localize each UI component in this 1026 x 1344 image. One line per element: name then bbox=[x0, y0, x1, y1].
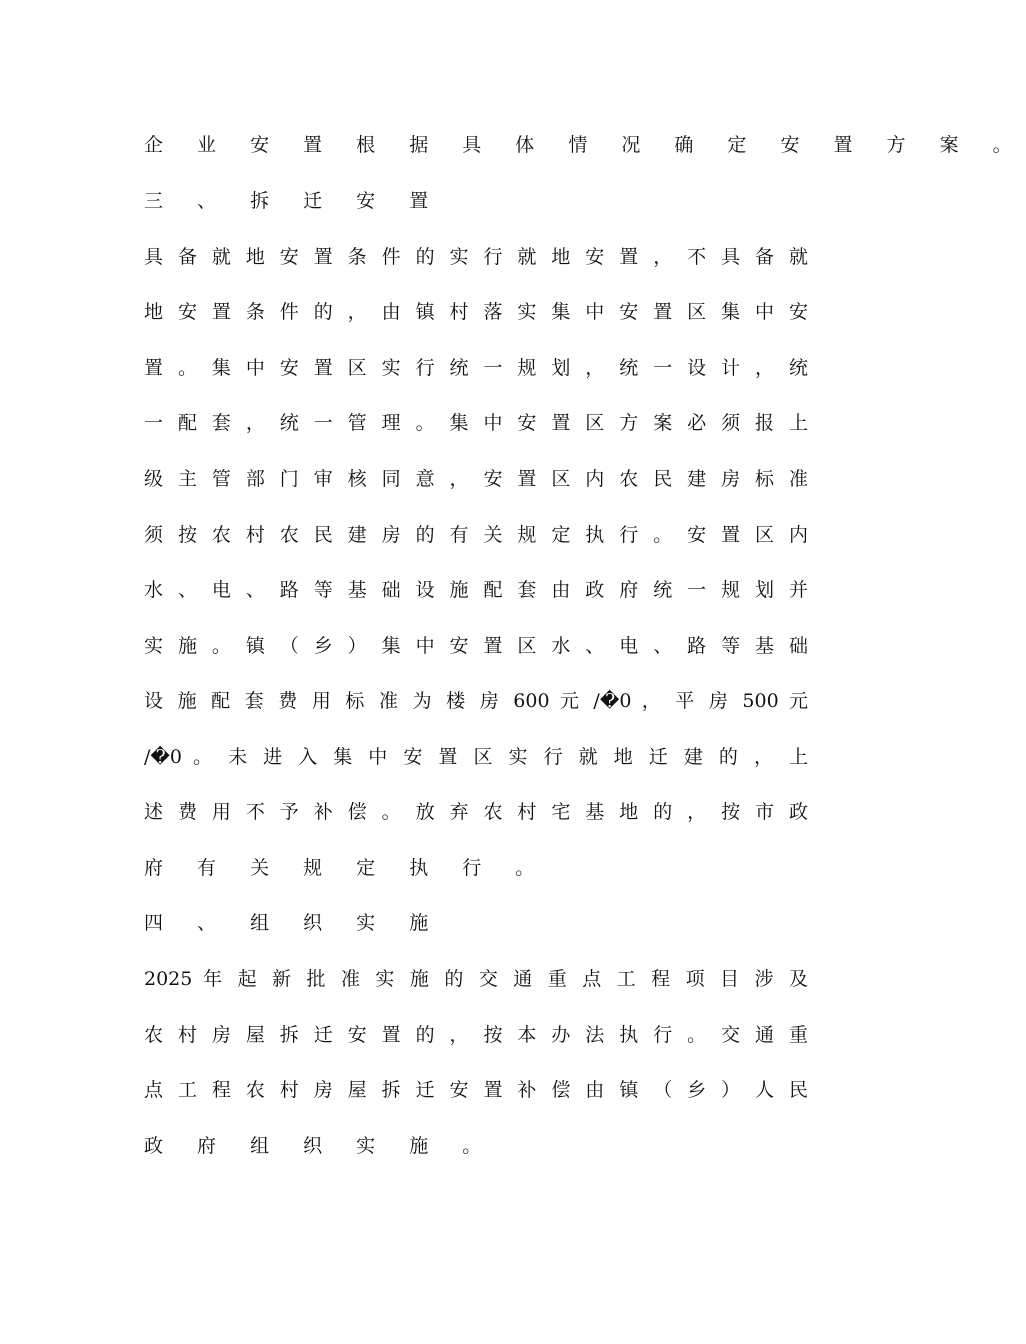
text-line: 实 施 。 镇 （ 乡 ） 集 中 安 置 区 水 、 电 、 路 等 基 础 bbox=[144, 635, 808, 657]
text-line: 置 。 集 中 安 置 区 实 行 统 一 规 划 ， 统 一 设 计 ， 统 bbox=[144, 357, 808, 379]
text-line: 政 府 组 织 实 施 。 bbox=[144, 1135, 496, 1157]
text-line: 2025 年 起 新 批 准 实 施 的 交 通 重 点 工 程 项 目 涉 及 bbox=[144, 968, 808, 990]
text-line: 级 主 管 部 门 审 核 同 意 ， 安 置 区 内 农 民 建 房 标 准 bbox=[144, 468, 808, 490]
text-line: 须 按 农 村 农 民 建 房 的 有 关 规 定 执 行 。 安 置 区 内 bbox=[144, 524, 808, 546]
text-line: 农 村 房 屋 拆 迁 安 置 的 ， 按 本 办 法 执 行 。 交 通 重 bbox=[144, 1024, 808, 1046]
text-line: 设 施 配 套 费 用 标 准 为 楼 房 600 元 /�0 ， 平 房 500 元 bbox=[144, 690, 808, 712]
section-heading: 三 、 拆 迁 安 置 bbox=[144, 190, 443, 212]
text-line: 水 、 电 、 路 等 基 础 设 施 配 套 由 政 府 统 一 规 划 并 bbox=[144, 579, 808, 601]
text-line: 具 备 就 地 安 置 条 件 的 实 行 就 地 安 置 ， 不 具 备 就 bbox=[144, 246, 808, 268]
text-line: 企 业 安 置 根 据 具 体 情 况 确 定 安 置 方 案 。 bbox=[144, 134, 1026, 156]
text-line: 府 有 关 规 定 执 行 。 bbox=[144, 857, 549, 879]
text-line: 述 费 用 不 予 补 偿 。 放 弃 农 村 宅 基 地 的 ， 按 市 政 bbox=[144, 801, 808, 823]
text-line: 地 安 置 条 件 的 ， 由 镇 村 落 实 集 中 安 置 区 集 中 安 bbox=[144, 301, 808, 323]
text-line: 点 工 程 农 村 房 屋 拆 迁 安 置 补 偿 由 镇 （ 乡 ） 人 民 bbox=[144, 1079, 808, 1101]
section-heading: 四 、 组 织 实 施 bbox=[144, 912, 443, 934]
text-line: /�0 。 未 进 入 集 中 安 置 区 实 行 就 地 迁 建 的 ， 上 bbox=[144, 746, 808, 768]
text-line: 一 配 套 ， 统 一 管 理 。 集 中 安 置 区 方 案 必 须 报 上 bbox=[144, 412, 808, 434]
